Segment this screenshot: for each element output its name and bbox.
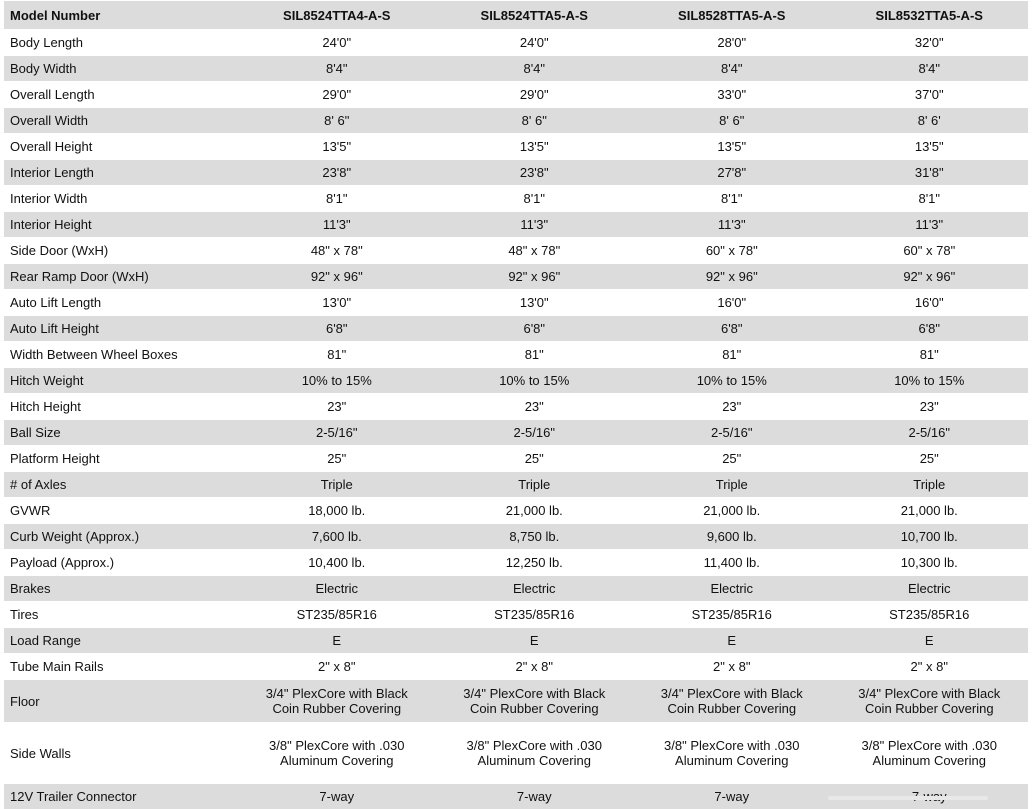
spec-value: 10% to 15% [831, 367, 1029, 393]
spec-value: 10,700 lb. [831, 523, 1029, 549]
spec-value: 11'3" [436, 211, 634, 237]
spec-value: 23" [238, 393, 436, 419]
model-header: SIL8524TTA5-A-S [436, 0, 634, 29]
spec-value: 27'8" [633, 159, 831, 185]
spec-value: ST235/85R16 [436, 601, 634, 627]
spec-value: 11'3" [831, 211, 1029, 237]
table-row [4, 29, 1028, 55]
spec-value: 10% to 15% [436, 367, 634, 393]
spec-value: E [831, 627, 1029, 653]
table-row [4, 653, 1028, 679]
spec-value: 2-5/16" [831, 419, 1029, 445]
row-label: Side Door (WxH) [4, 237, 238, 263]
spec-value: 37'0" [831, 81, 1029, 107]
spec-value: 3/8" PlexCore with .030 Aluminum Covering [633, 722, 831, 783]
spec-value: Electric [831, 575, 1029, 601]
spec-value: 7-way [633, 783, 831, 809]
spec-value: ST235/85R16 [238, 601, 436, 627]
spec-value: 8' 6" [633, 107, 831, 133]
spec-value: 3/4" PlexCore with Black Coin Rubber Covering [436, 679, 634, 722]
spec-value: 3/8" PlexCore with .030 Aluminum Covering [238, 722, 436, 783]
row-label: Overall Length [4, 81, 238, 107]
spec-value: 81" [238, 341, 436, 367]
spec-value: 92" x 96" [238, 263, 436, 289]
spec-value: 3/4" PlexCore with Black Coin Rubber Covering [831, 679, 1029, 722]
spec-value: 21,000 lb. [436, 497, 634, 523]
spec-value: E [238, 627, 436, 653]
table-row [4, 185, 1028, 211]
spec-value: 48" x 78" [238, 237, 436, 263]
spec-value: 2" x 8" [633, 653, 831, 679]
spec-value: Electric [238, 575, 436, 601]
table-row [4, 445, 1028, 471]
row-label: Body Width [4, 55, 238, 81]
spec-value: 2" x 8" [831, 653, 1029, 679]
spec-value: 60" x 78" [831, 237, 1029, 263]
spec-value: 13'0" [238, 289, 436, 315]
spec-value: Electric [436, 575, 634, 601]
row-label: Auto Lift Height [4, 315, 238, 341]
spec-value: 6'8" [238, 315, 436, 341]
spec-value: 9,600 lb. [633, 523, 831, 549]
spec-value: 23'8" [436, 159, 634, 185]
spec-value: 2-5/16" [436, 419, 634, 445]
spec-value: 16'0" [633, 289, 831, 315]
spec-value: 81" [831, 341, 1029, 367]
row-label: Load Range [4, 627, 238, 653]
table-header-row [4, 0, 1028, 29]
spec-value: 10,300 lb. [831, 549, 1029, 575]
spec-value: 8,750 lb. [436, 523, 634, 549]
spec-value: 29'0" [238, 81, 436, 107]
row-label: Interior Length [4, 159, 238, 185]
spec-value: ST235/85R16 [831, 601, 1029, 627]
spec-value: 25" [436, 445, 634, 471]
row-label: Payload (Approx.) [4, 549, 238, 575]
spec-value: 10,400 lb. [238, 549, 436, 575]
table-row [4, 237, 1028, 263]
spec-value: 33'0" [633, 81, 831, 107]
spec-value: Triple [436, 471, 634, 497]
row-label: Tires [4, 601, 238, 627]
table-row [4, 627, 1028, 653]
row-label: 12V Trailer Connector [4, 783, 238, 809]
table-row [4, 81, 1028, 107]
row-label: Rear Ramp Door (WxH) [4, 263, 238, 289]
table-row [4, 289, 1028, 315]
row-label: Side Walls [4, 722, 238, 783]
spec-value: Triple [633, 471, 831, 497]
row-label: Ball Size [4, 419, 238, 445]
model-header: SIL8532TTA5-A-S [831, 0, 1029, 29]
spec-value: 25" [633, 445, 831, 471]
spec-value: 7-way [238, 783, 436, 809]
spec-value: ST235/85R16 [633, 601, 831, 627]
spec-value: 23" [633, 393, 831, 419]
spec-value: 23" [436, 393, 634, 419]
spec-value: 81" [436, 341, 634, 367]
spec-value: 12,250 lb. [436, 549, 634, 575]
table-row [4, 263, 1028, 289]
table-row [4, 367, 1028, 393]
spec-value: 13'0" [436, 289, 634, 315]
row-label: Hitch Weight [4, 367, 238, 393]
table-row [4, 722, 1028, 783]
table-row [4, 393, 1028, 419]
spec-value: 8'1" [633, 185, 831, 211]
spec-value: 3/8" PlexCore with .030 Aluminum Covering [831, 722, 1029, 783]
spec-value: Electric [633, 575, 831, 601]
row-label: Interior Height [4, 211, 238, 237]
spec-value: 10% to 15% [238, 367, 436, 393]
row-label: Body Length [4, 29, 238, 55]
spec-value: 25" [831, 445, 1029, 471]
row-label: Interior Width [4, 185, 238, 211]
spec-value: 13'5" [238, 133, 436, 159]
spec-table-body [4, 29, 1028, 809]
table-row [4, 679, 1028, 722]
row-label: Curb Weight (Approx.) [4, 523, 238, 549]
spec-value: 6'8" [633, 315, 831, 341]
spec-value: E [633, 627, 831, 653]
table-row [4, 55, 1028, 81]
spec-value: 8'4" [238, 55, 436, 81]
table-row [4, 575, 1028, 601]
table-row [4, 133, 1028, 159]
row-label: Hitch Height [4, 393, 238, 419]
spec-value: 8'1" [238, 185, 436, 211]
spec-value: 25" [238, 445, 436, 471]
spec-value: 6'8" [436, 315, 634, 341]
spec-value: 8'4" [831, 55, 1029, 81]
spec-value: 92" x 96" [831, 263, 1029, 289]
spec-value: 32'0" [831, 29, 1029, 55]
spec-value: 24'0" [436, 29, 634, 55]
spec-value: Triple [238, 471, 436, 497]
row-label: Overall Height [4, 133, 238, 159]
spec-value: 8'4" [436, 55, 634, 81]
spec-value: 24'0" [238, 29, 436, 55]
spec-value: 8' 6' [831, 107, 1029, 133]
header-label: Model Number [4, 0, 238, 29]
table-row [4, 211, 1028, 237]
spec-value: 16'0" [831, 289, 1029, 315]
spec-value: 2" x 8" [238, 653, 436, 679]
spec-value: 8' 6" [436, 107, 634, 133]
row-label: Brakes [4, 575, 238, 601]
spec-value: 11,400 lb. [633, 549, 831, 575]
row-label: Width Between Wheel Boxes [4, 341, 238, 367]
table-row [4, 315, 1028, 341]
spec-value: 60" x 78" [633, 237, 831, 263]
spec-value: 28'0" [633, 29, 831, 55]
table-row [4, 159, 1028, 185]
row-label: # of Axles [4, 471, 238, 497]
spec-value: 2-5/16" [238, 419, 436, 445]
spec-value: 21,000 lb. [831, 497, 1029, 523]
table-row [4, 523, 1028, 549]
spec-value: 48" x 78" [436, 237, 634, 263]
spec-value: 2-5/16" [633, 419, 831, 445]
spec-value: 2" x 8" [436, 653, 634, 679]
row-label: Floor [4, 679, 238, 722]
spec-value: 8'4" [633, 55, 831, 81]
spec-value: 13'5" [436, 133, 634, 159]
table-row [4, 601, 1028, 627]
table-row [4, 497, 1028, 523]
horizontal-scrollbar[interactable] [828, 796, 988, 800]
table-row [4, 471, 1028, 497]
spec-value: 18,000 lb. [238, 497, 436, 523]
row-label: Overall Width [4, 107, 238, 133]
spec-value: E [436, 627, 634, 653]
spec-value: 11'3" [238, 211, 436, 237]
spec-value: 10% to 15% [633, 367, 831, 393]
spec-value: 23'8" [238, 159, 436, 185]
spec-value: 3/4" PlexCore with Black Coin Rubber Covering [633, 679, 831, 722]
model-header: SIL8528TTA5-A-S [633, 0, 831, 29]
spec-value: 7,600 lb. [238, 523, 436, 549]
spec-value: 6'8" [831, 315, 1029, 341]
spec-value: 92" x 96" [436, 263, 634, 289]
table-row [4, 419, 1028, 445]
row-label: Platform Height [4, 445, 238, 471]
spec-value: 31'8" [831, 159, 1029, 185]
table-row [4, 549, 1028, 575]
spec-value: 3/8" PlexCore with .030 Aluminum Covering [436, 722, 634, 783]
model-header: SIL8524TTA4-A-S [238, 0, 436, 29]
spec-value: 3/4" PlexCore with Black Coin Rubber Covering [238, 679, 436, 722]
row-label: GVWR [4, 497, 238, 523]
spec-table [4, 0, 1028, 809]
spec-value: 7-way [436, 783, 634, 809]
spec-value: 8'1" [831, 185, 1029, 211]
spec-value: 21,000 lb. [633, 497, 831, 523]
spec-value: 8' 6" [238, 107, 436, 133]
spec-value: 13'5" [633, 133, 831, 159]
spec-value: 23" [831, 393, 1029, 419]
spec-value: 11'3" [633, 211, 831, 237]
table-row [4, 107, 1028, 133]
row-label: Auto Lift Length [4, 289, 238, 315]
spec-value: Triple [831, 471, 1029, 497]
spec-value: 13'5" [831, 133, 1029, 159]
spec-value: 81" [633, 341, 831, 367]
spec-value: 92" x 96" [633, 263, 831, 289]
spec-value: 29'0" [436, 81, 634, 107]
table-row [4, 341, 1028, 367]
spec-value: 8'1" [436, 185, 634, 211]
row-label: Tube Main Rails [4, 653, 238, 679]
